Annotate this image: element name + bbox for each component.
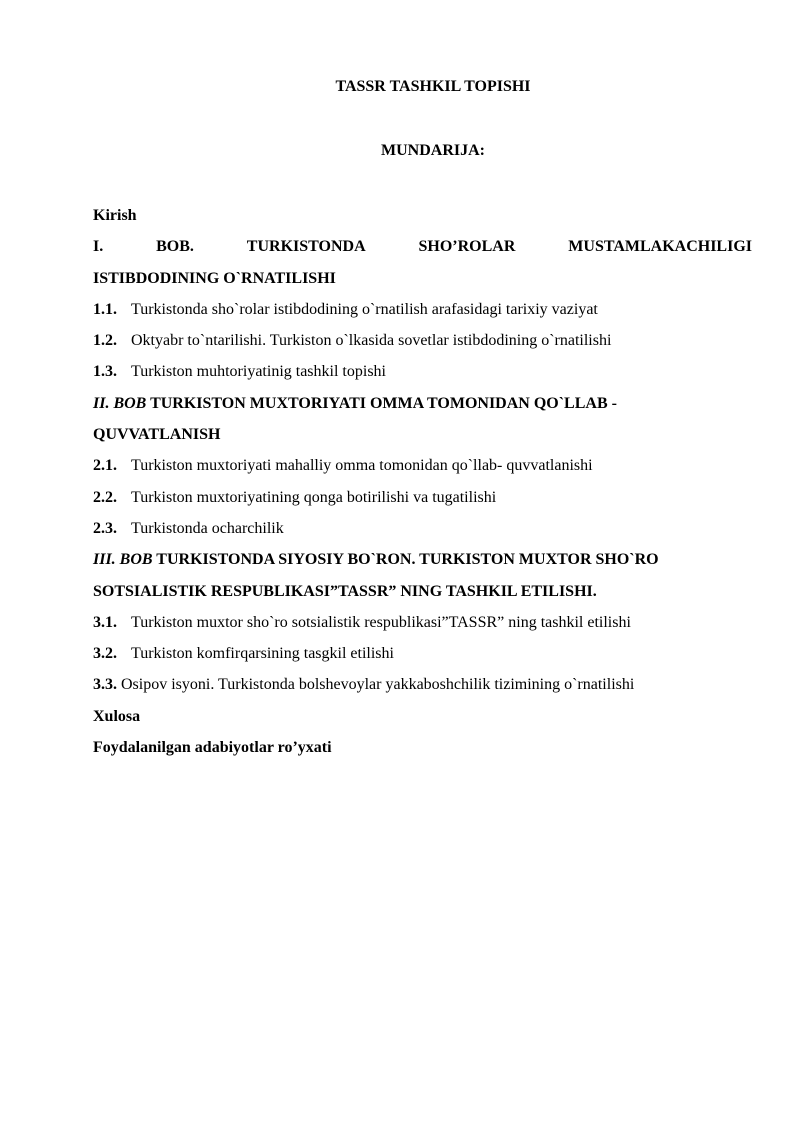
document-title: TASSR TASHKIL TOPISHI	[335, 78, 531, 95]
item-number: 3.1.	[93, 613, 117, 631]
chapter2-title: TURKISTON MUXTORIYATI OMMA TOMONIDAN QO`LLAB -	[146, 394, 617, 412]
toc-item-3-3	[93, 669, 752, 700]
chapter3-heading-line2: SOTSIALISTIK RESPUBLIKASI”TASSR” NING TASHKIL ETILISHI.	[93, 582, 597, 600]
chapter3-prefix: III. BOB	[93, 551, 153, 569]
table-of-contents	[93, 200, 752, 763]
toc-item-2-2	[93, 482, 752, 513]
chapter1-word: I.	[93, 238, 104, 256]
chapter1-heading-line1	[93, 231, 752, 262]
item-text: Turkistonda sho`rolar istibdodining o`rnatilish arafasidagi tarixiy vaziyat	[131, 300, 598, 318]
item-number: 2.2.	[93, 488, 117, 506]
chapter2-prefix: II. BOB	[93, 394, 147, 412]
item-text: Oktyabr to`ntarilishi. Turkiston o`lkasida sovetlar istibdodining o`rnatilishi	[131, 332, 612, 350]
item-text: Turkiston muxtoriyatining qonga botirilishi va tugatilishi	[131, 488, 497, 506]
toc-item-3-1	[93, 607, 752, 638]
toc-item-1-2	[93, 325, 752, 356]
item-number: 3.3.	[93, 676, 117, 694]
chapter1-word: BOB.	[156, 238, 194, 256]
item-text: Osipov isyoni. Turkistonda bolshevoylar yakkaboshchilik tizimining o`rnatilishi	[117, 676, 635, 694]
toc-item-2-3	[93, 513, 752, 544]
toc-item-1-1	[93, 294, 752, 325]
chapter1-word: SHO’ROLAR	[418, 238, 516, 256]
chapter3-title: TURKISTONDA SIYOSIY BO`RON. TURKISTON MUXTOR SHO`RO	[152, 551, 659, 569]
toc-conclusion: Xulosa	[93, 707, 141, 725]
toc-intro: Kirish	[93, 207, 137, 224]
chapter2-heading-line1	[93, 388, 752, 419]
item-number: 2.3.	[93, 519, 117, 537]
item-text: Turkiston komfirqarsining tasgkil etilishi	[131, 645, 394, 663]
toc-item-2-1	[93, 450, 752, 481]
item-number: 3.2.	[93, 645, 117, 663]
toc-references: Foydalanilgan adabiyotlar ro’yxati	[93, 739, 332, 757]
chapter2-heading-line2: QUVVATLANISH	[93, 426, 221, 444]
item-number: 1.1.	[93, 300, 117, 318]
toc-item-3-2	[93, 638, 752, 669]
toc-item-1-3	[93, 356, 752, 387]
item-text: Turkiston muxtor sho`ro sotsialistik respublikasi”TASSR” ning tashkil etilishi	[131, 613, 631, 631]
item-number: 2.1.	[93, 457, 117, 475]
item-text: Turkiston muhtoriyatinig tashkil topishi	[131, 363, 386, 381]
item-text: Turkistonda ocharchilik	[131, 519, 284, 537]
item-number: 1.3.	[93, 363, 117, 381]
toc-heading: MUNDARIJA:	[381, 142, 485, 159]
item-number: 1.2.	[93, 332, 117, 350]
item-text: Turkiston muxtoriyati mahalliy omma tomonidan qo`llab- quvvatlanishi	[131, 457, 593, 475]
chapter1-word: MUSTAMLAKACHILIGI	[568, 238, 752, 256]
chapter3-heading-line1	[93, 544, 752, 575]
chapter1-word: TURKISTONDA	[246, 238, 366, 256]
chapter1-heading-line2: ISTIBDODINING O`RNATILISHI	[93, 269, 336, 287]
